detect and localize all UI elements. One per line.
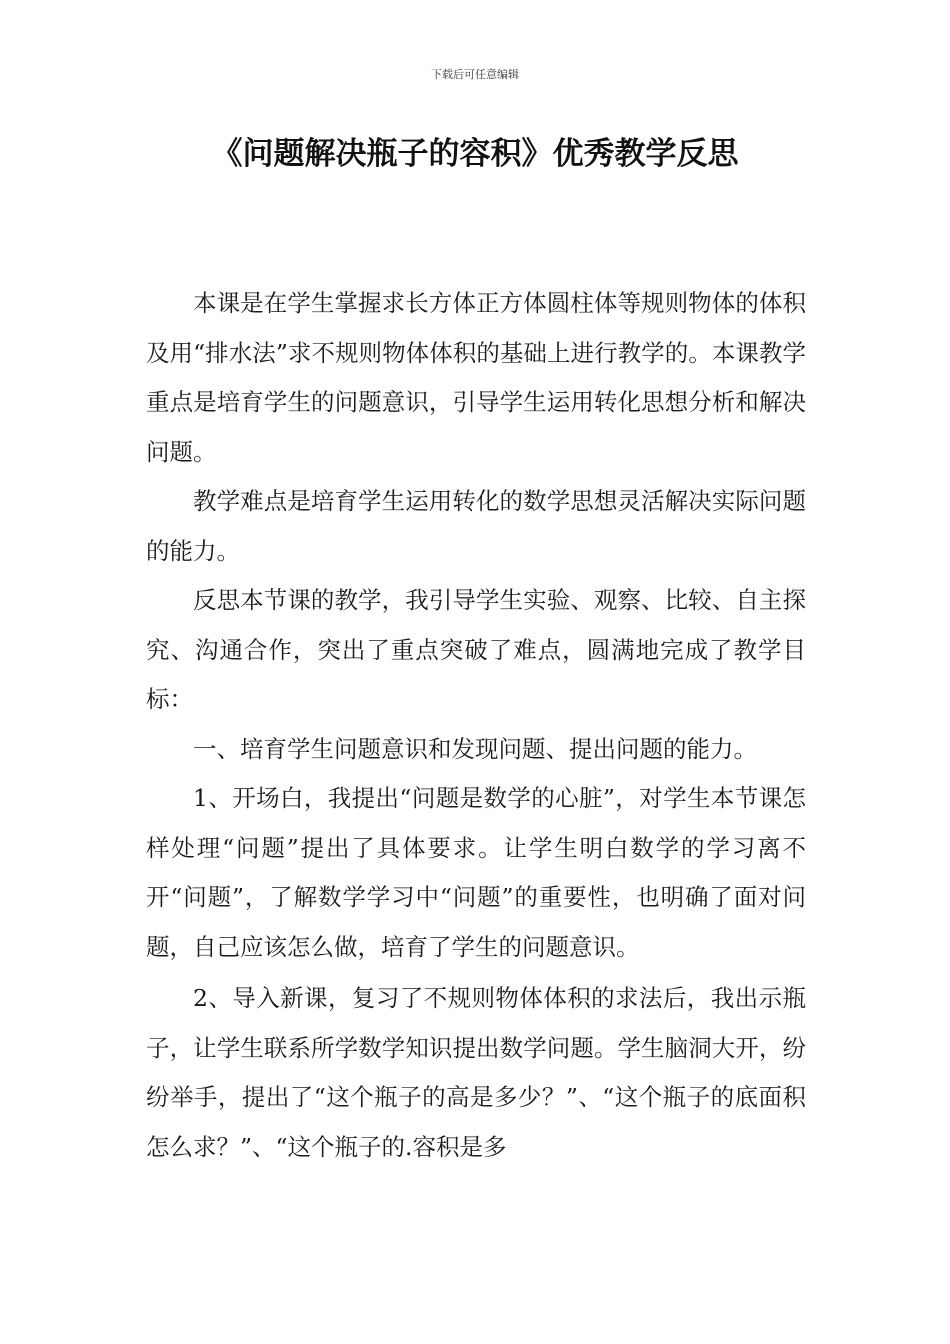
paragraph-reflection: 反思本节课的教学，我引导学生实验、观察、比较、自主探究、沟通合作，突出了重点突破了难点，圆满地完成了教学目标：	[146, 586, 806, 713]
document-body	[146, 279, 806, 1172]
paragraph-point-one: 1、开场白，我提出“问题是数学的心脏”，对学生本节课怎样处理“问题”提出了具体要求。让学生明白数学的学习离不开“问题”，了解数学学习中“问题”的重要性，也明确了面对问题，自己应该怎么做，培育了学生的问题意识。	[146, 784, 806, 961]
paragraph-intro: 本课是在学生掌握求长方体正方体圆柱体等规则物体的体积及用“排水法”求不规则物体体积的基础上进行教学的。本课教学重点是培育学生的问题意识，引导学生运用转化思想分析和解决问题。	[146, 289, 806, 466]
paragraph-difficulty: 教学难点是培育学生运用转化的数学思想灵活解决实际问题的能力。	[146, 487, 806, 565]
page-header-note: 下载后可任意编辑	[431, 68, 519, 81]
paragraph-point-two: 2、导入新课，复习了不规则物体体积的求法后，我出示瓶子，让学生联系所学数学知识提出数学问题。学生脑洞大开，纷纷举手，提出了“这个瓶子的高是多少？”、“这个瓶子的底面积怎么求？”、“这个瓶子的.容积是多	[146, 984, 806, 1161]
document-title: 《问题解决瓶子的容积》优秀教学反思	[211, 136, 739, 172]
paragraph-section-one: 一、培育学生问题意识和发现问题、提出问题的能力。	[193, 734, 757, 763]
